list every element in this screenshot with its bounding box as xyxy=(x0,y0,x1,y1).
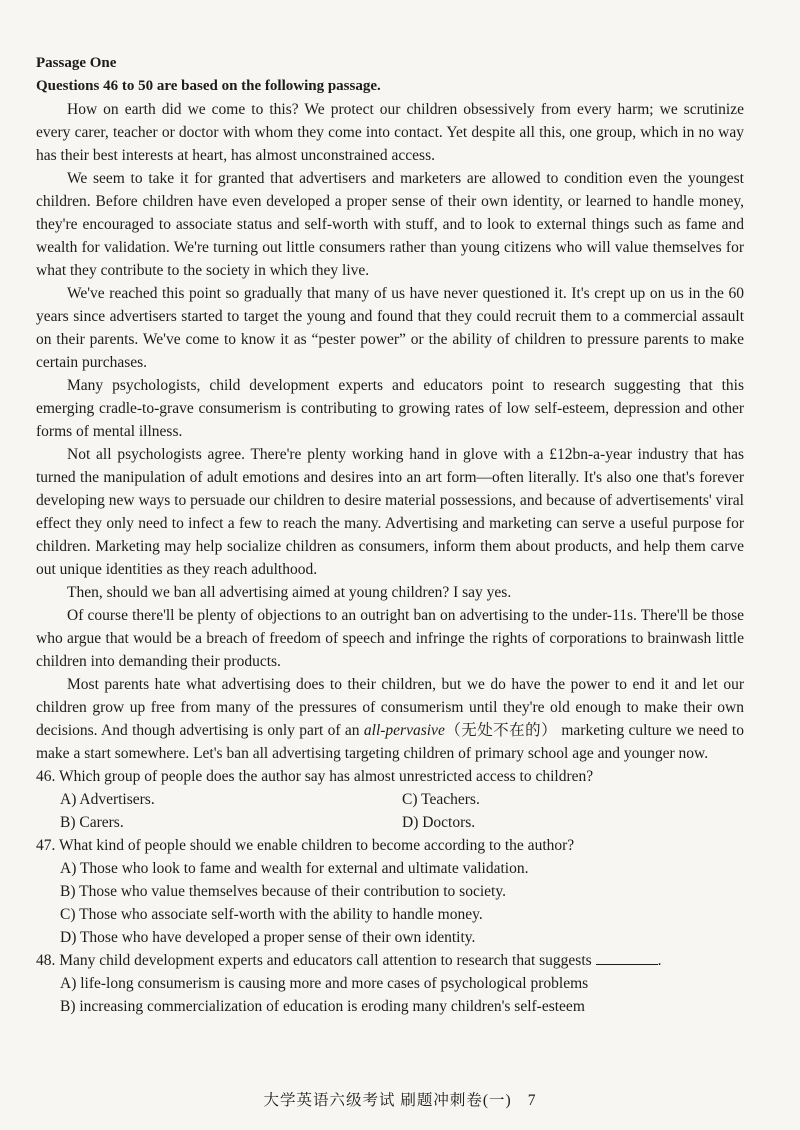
option-46-c[interactable]: C) Teachers. xyxy=(402,791,480,808)
option-47-b[interactable]: B) Those who value themselves because of their contribution to society. xyxy=(60,883,506,900)
question-48-stem xyxy=(36,949,744,972)
passage-paragraph: Then, should we ban all advertising aimed at young children? I say yes. xyxy=(67,584,512,601)
passage-paragraph: Not all psychologists agree. There're plenty working hand in glove with a £12bn-a-year industry that has turned the manipulation of adult emotions and desires into an art form—often literally. It's also one that's forever developing new ways to persuade our children to desire material possessions, and because of advertisements' viral effect they only need to infect a few to reach the many. Advertising and marketing can serve a useful purpose for children. Marketing may help socialize children as consumers, inform them about products, and help them carve out unique identities as they reach adulthood. xyxy=(36,446,744,578)
page-number: 7 xyxy=(527,1092,537,1109)
option-48-a[interactable]: A) life-long consumerism is causing more and more cases of psychological problems xyxy=(60,975,589,992)
passage-paragraph: We seem to take it for granted that advertisers and marketers are allowed to condition even the youngest children. Before children have even developed a proper sense of their own identity, or learned to handle money, they're encouraged to associate status and self-worth with stuff, and to look to external things such as fame and wealth for validation. We're turning out little consumers rather than young citizens who will value themselves for what they contribute to the society in which they live. xyxy=(36,170,744,279)
option-48-b[interactable]: B) increasing commercialization of education is eroding many children's self-esteem xyxy=(60,998,585,1015)
chinese-gloss: （无处不在的） xyxy=(444,722,558,739)
passage-paragraph: Of course there'll be plenty of objections to an outright ban on advertising to the under-11s. There'll be those who argue that would be a breach of freedom of speech and infringe the rights of corporations to brainwash little children into demanding their products. xyxy=(36,607,744,670)
question-47-stem: 47. What kind of people should we enable children to become according to the author? xyxy=(36,837,575,854)
paragraph-text: Most parents hate what advertising does to their children, but we do have the power to end it and let our children grow up free from many of the pressures of consumerism until they're old enough to make their own decisions. And though advertising is only part of an xyxy=(36,676,744,739)
question-46-options-row xyxy=(36,811,744,834)
passage-paragraph-last xyxy=(36,673,744,765)
option-47-a[interactable]: A) Those who look to fame and wealth for external and ultimate validation. xyxy=(60,860,529,877)
answer-blank xyxy=(596,950,658,965)
passage-paragraph: How on earth did we come to this? We protect our children obsessively from every harm; we scrutinize every carer, teacher or doctor with whom they come into contact. Yet despite all this, one group, which in no way has their best interests at heart, has almost unconstrained access. xyxy=(36,101,744,164)
question-48-end: . xyxy=(657,952,662,969)
footer-title: 大学英语六级考试 刷题冲刺卷(一) xyxy=(263,1092,512,1109)
passage-paragraph: We've reached this point so gradually that many of us have never questioned it. It's crept up on us in the 60 years since advertisers started to target the young and found that they could recruit them to a commercial assault on their parents. We've come to know it as “pester power” or the ability of children to pressure parents to make certain purchases. xyxy=(36,285,744,371)
passage-paragraph: Many psychologists, child development experts and educators point to research suggesting that this emerging cradle-to-grave consumerism is contributing to growing rates of low self-esteem, depression and other forms of mental illness. xyxy=(36,377,744,440)
option-46-b[interactable]: B) Carers. xyxy=(60,814,124,831)
questions-instruction: Questions 46 to 50 are based on the following passage. xyxy=(36,78,381,94)
option-47-d[interactable]: D) Those who have developed a proper sense of their own identity. xyxy=(60,929,476,946)
page-footer xyxy=(0,1088,800,1110)
option-47-c[interactable]: C) Those who associate self-worth with the ability to handle money. xyxy=(60,906,483,923)
paragraph-text: marketing culture we need to make a start somewhere. Let's ban all advertising targeting children of primary school age and younger now. xyxy=(36,722,744,762)
option-46-d[interactable]: D) Doctors. xyxy=(402,814,476,831)
option-46-a[interactable]: A) Advertisers. xyxy=(60,791,155,808)
question-46-options-row xyxy=(36,788,744,811)
italic-term: all-pervasive xyxy=(363,722,445,739)
passage-title: Passage One xyxy=(36,55,117,71)
page-content xyxy=(36,52,744,1018)
question-48-text: 48. Many child development experts and educators call attention to research that suggests xyxy=(36,952,592,969)
question-46-stem: 46. Which group of people does the author say has almost unrestricted access to children? xyxy=(36,768,594,785)
